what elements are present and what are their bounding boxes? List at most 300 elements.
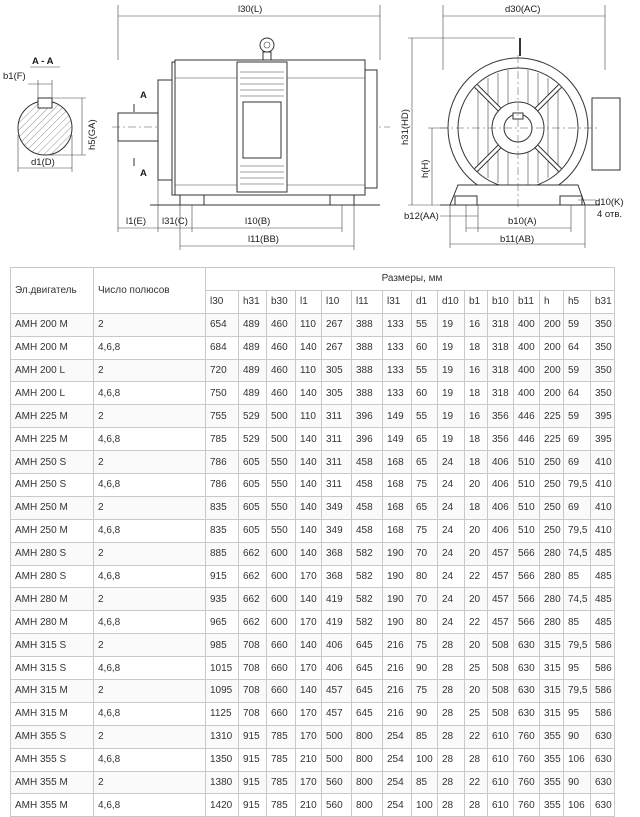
cell-b31: 410 <box>591 474 615 497</box>
cell-b10: 508 <box>488 680 514 703</box>
cell-d10: 28 <box>438 680 465 703</box>
cell-d1: 75 <box>412 474 438 497</box>
cell-b10: 406 <box>488 451 514 474</box>
cell-d1: 55 <box>412 359 438 382</box>
cell-motor: АМН 200 L <box>11 382 94 405</box>
cell-b31: 350 <box>591 359 615 382</box>
cell-l10: 305 <box>322 359 352 382</box>
cell-poles: 4,6,8 <box>94 748 206 771</box>
cell-h31: 915 <box>239 748 267 771</box>
cell-d10: 24 <box>438 451 465 474</box>
cell-l31: 168 <box>383 519 412 542</box>
cell-poles: 4,6,8 <box>94 702 206 725</box>
cell-h5: 79,5 <box>564 634 591 657</box>
cell-h31: 915 <box>239 725 267 748</box>
cell-l11: 800 <box>352 725 383 748</box>
cell-b11: 446 <box>514 405 540 428</box>
column-header-h: h <box>540 290 564 313</box>
cell-motor: АМН 315 М <box>11 680 94 703</box>
cell-d1: 75 <box>412 634 438 657</box>
cell-l30: 755 <box>206 405 239 428</box>
column-header-b1: b1 <box>465 290 488 313</box>
cell-l10: 368 <box>322 542 352 565</box>
table-row <box>11 451 615 474</box>
cell-l1: 140 <box>296 634 322 657</box>
cell-b11: 760 <box>514 748 540 771</box>
cell-l11: 396 <box>352 405 383 428</box>
table-row <box>11 474 615 497</box>
cell-motor: АМН 355 S <box>11 725 94 748</box>
table-row <box>11 611 615 634</box>
column-header-b31: b31 <box>591 290 615 313</box>
cell-b10: 457 <box>488 611 514 634</box>
cell-b31: 485 <box>591 588 615 611</box>
cell-b10: 318 <box>488 313 514 336</box>
cell-l30: 1420 <box>206 794 239 817</box>
cell-h: 315 <box>540 680 564 703</box>
cell-l11: 800 <box>352 748 383 771</box>
cell-l30: 720 <box>206 359 239 382</box>
cell-l10: 311 <box>322 428 352 451</box>
cell-b10: 610 <box>488 794 514 817</box>
cell-l1: 140 <box>296 428 322 451</box>
cell-l10: 500 <box>322 748 352 771</box>
cell-l30: 1095 <box>206 680 239 703</box>
cell-l1: 140 <box>296 496 322 519</box>
cell-b11: 630 <box>514 634 540 657</box>
cell-l11: 388 <box>352 313 383 336</box>
column-header-l1: l1 <box>296 290 322 313</box>
cell-poles: 4,6,8 <box>94 565 206 588</box>
cell-h31: 662 <box>239 611 267 634</box>
cell-h5: 69 <box>564 428 591 451</box>
cell-l10: 311 <box>322 474 352 497</box>
cell-b30: 550 <box>267 451 296 474</box>
cell-b30: 600 <box>267 611 296 634</box>
cell-l30: 785 <box>206 428 239 451</box>
cell-h5: 69 <box>564 451 591 474</box>
cell-motor: АМН 355 М <box>11 771 94 794</box>
cell-b11: 760 <box>514 725 540 748</box>
header-dimensions: Размеры, мм <box>206 268 615 291</box>
cell-h31: 708 <box>239 702 267 725</box>
cell-h31: 708 <box>239 680 267 703</box>
cell-h: 200 <box>540 359 564 382</box>
cell-l10: 560 <box>322 771 352 794</box>
cell-h: 315 <box>540 634 564 657</box>
label-b10: b10(A) <box>508 216 537 227</box>
cell-d1: 60 <box>412 336 438 359</box>
table-row <box>11 794 615 817</box>
cell-l1: 140 <box>296 542 322 565</box>
cell-h5: 59 <box>564 405 591 428</box>
cell-d10: 19 <box>438 428 465 451</box>
cell-h5: 64 <box>564 336 591 359</box>
cell-l31: 168 <box>383 474 412 497</box>
cell-l31: 168 <box>383 451 412 474</box>
cell-b10: 356 <box>488 405 514 428</box>
cell-b10: 406 <box>488 474 514 497</box>
cell-d10: 24 <box>438 474 465 497</box>
cell-b30: 785 <box>267 748 296 771</box>
cell-l31: 190 <box>383 611 412 634</box>
cell-l10: 419 <box>322 611 352 634</box>
cell-b30: 785 <box>267 771 296 794</box>
cell-h31: 489 <box>239 313 267 336</box>
cell-h5: 64 <box>564 382 591 405</box>
cell-b10: 356 <box>488 428 514 451</box>
cell-l31: 216 <box>383 657 412 680</box>
cell-b1: 20 <box>465 474 488 497</box>
cell-b11: 446 <box>514 428 540 451</box>
cell-b10: 457 <box>488 588 514 611</box>
cell-l1: 110 <box>296 405 322 428</box>
cell-d1: 80 <box>412 565 438 588</box>
cell-h31: 662 <box>239 588 267 611</box>
cell-l31: 168 <box>383 496 412 519</box>
cell-b1: 20 <box>465 680 488 703</box>
cell-l31: 149 <box>383 428 412 451</box>
cell-b30: 600 <box>267 588 296 611</box>
cell-d1: 90 <box>412 702 438 725</box>
terminal-box-side <box>592 98 620 170</box>
cell-h: 250 <box>540 474 564 497</box>
cell-b1: 16 <box>465 359 488 382</box>
shaft-section-circle <box>18 101 72 155</box>
cell-b10: 610 <box>488 771 514 794</box>
cell-l11: 582 <box>352 588 383 611</box>
cell-poles: 2 <box>94 725 206 748</box>
cell-b1: 22 <box>465 611 488 634</box>
cell-b31: 485 <box>591 542 615 565</box>
table-row <box>11 382 615 405</box>
cell-poles: 2 <box>94 496 206 519</box>
cell-l1: 170 <box>296 725 322 748</box>
cell-b30: 785 <box>267 794 296 817</box>
cell-b10: 318 <box>488 359 514 382</box>
cell-l10: 419 <box>322 588 352 611</box>
cell-poles: 2 <box>94 588 206 611</box>
cell-b1: 28 <box>465 794 488 817</box>
label-b12: b12(AA) <box>404 211 439 222</box>
cell-b30: 460 <box>267 336 296 359</box>
cell-d1: 80 <box>412 611 438 634</box>
cell-b11: 566 <box>514 611 540 634</box>
cell-b1: 22 <box>465 725 488 748</box>
cell-poles: 2 <box>94 680 206 703</box>
cell-b1: 16 <box>465 313 488 336</box>
cell-l30: 786 <box>206 451 239 474</box>
cell-poles: 4,6,8 <box>94 336 206 359</box>
table-row <box>11 496 615 519</box>
cell-b11: 510 <box>514 496 540 519</box>
cell-l31: 254 <box>383 794 412 817</box>
cell-l30: 654 <box>206 313 239 336</box>
cell-motor: АМН 315 S <box>11 634 94 657</box>
cell-b11: 566 <box>514 565 540 588</box>
cell-l30: 935 <box>206 588 239 611</box>
cell-l31: 216 <box>383 702 412 725</box>
cell-b10: 508 <box>488 657 514 680</box>
cell-b30: 660 <box>267 680 296 703</box>
cell-motor: АМН 355 М <box>11 794 94 817</box>
table-row <box>11 542 615 565</box>
cell-l30: 835 <box>206 496 239 519</box>
cell-b30: 460 <box>267 313 296 336</box>
cell-d10: 19 <box>438 359 465 382</box>
cell-h5: 79,5 <box>564 519 591 542</box>
cell-motor: АМН 250 М <box>11 496 94 519</box>
cell-l30: 985 <box>206 634 239 657</box>
label-d30: d30(AC) <box>505 4 541 15</box>
cell-l1: 110 <box>296 313 322 336</box>
cell-b31: 630 <box>591 748 615 771</box>
cell-h5: 90 <box>564 771 591 794</box>
cell-l30: 1350 <box>206 748 239 771</box>
cell-motor: АМН 280 S <box>11 565 94 588</box>
cell-b31: 410 <box>591 519 615 542</box>
label-holes: 4 отв. <box>597 209 623 220</box>
cell-l11: 645 <box>352 680 383 703</box>
cell-b1: 20 <box>465 588 488 611</box>
cell-d1: 65 <box>412 428 438 451</box>
cell-d10: 19 <box>438 382 465 405</box>
column-header-b11: b11 <box>514 290 540 313</box>
cell-b11: 400 <box>514 313 540 336</box>
cell-l31: 133 <box>383 336 412 359</box>
cell-l1: 110 <box>296 359 322 382</box>
table-row <box>11 428 615 451</box>
cell-d10: 28 <box>438 771 465 794</box>
table-row <box>11 771 615 794</box>
cell-b1: 18 <box>465 496 488 519</box>
cell-h: 355 <box>540 794 564 817</box>
cell-d10: 24 <box>438 611 465 634</box>
cell-b1: 18 <box>465 428 488 451</box>
cell-l10: 311 <box>322 405 352 428</box>
column-header-h31: h31 <box>239 290 267 313</box>
table-row <box>11 588 615 611</box>
cell-b11: 566 <box>514 588 540 611</box>
cell-b1: 20 <box>465 542 488 565</box>
cell-l11: 582 <box>352 565 383 588</box>
cell-l1: 140 <box>296 519 322 542</box>
cell-b1: 28 <box>465 748 488 771</box>
cell-l10: 349 <box>322 519 352 542</box>
cell-b10: 318 <box>488 336 514 359</box>
cell-l1: 170 <box>296 611 322 634</box>
cell-poles: 2 <box>94 313 206 336</box>
cell-b10: 610 <box>488 725 514 748</box>
cell-l11: 458 <box>352 474 383 497</box>
section-marker-top: A <box>140 90 147 101</box>
cell-l1: 210 <box>296 794 322 817</box>
cell-l30: 885 <box>206 542 239 565</box>
cell-h: 280 <box>540 588 564 611</box>
cell-b11: 760 <box>514 771 540 794</box>
cell-h5: 106 <box>564 794 591 817</box>
cell-b10: 318 <box>488 382 514 405</box>
cell-motor: АМН 250 S <box>11 474 94 497</box>
label-b1: b1(F) <box>3 71 26 82</box>
cell-h5: 95 <box>564 702 591 725</box>
column-header-h5: h5 <box>564 290 591 313</box>
cell-b30: 660 <box>267 634 296 657</box>
cell-l30: 1125 <box>206 702 239 725</box>
cell-l10: 305 <box>322 382 352 405</box>
cell-b11: 400 <box>514 336 540 359</box>
cell-motor: АМН 355 S <box>11 748 94 771</box>
cell-motor: АМН 280 М <box>11 611 94 634</box>
cell-b11: 400 <box>514 382 540 405</box>
cell-h: 200 <box>540 382 564 405</box>
label-l10: l10(B) <box>245 216 271 227</box>
cell-b11: 510 <box>514 519 540 542</box>
column-header-l30: l30 <box>206 290 239 313</box>
cell-h5: 79,5 <box>564 680 591 703</box>
cell-h: 200 <box>540 336 564 359</box>
cell-b31: 485 <box>591 611 615 634</box>
column-header-l11: l11 <box>352 290 383 313</box>
cell-l11: 388 <box>352 359 383 382</box>
table-body <box>11 313 615 817</box>
cell-d10: 24 <box>438 519 465 542</box>
cell-h: 280 <box>540 565 564 588</box>
cell-b10: 406 <box>488 496 514 519</box>
cell-l31: 133 <box>383 359 412 382</box>
cell-h31: 662 <box>239 542 267 565</box>
cell-h: 315 <box>540 657 564 680</box>
cell-b1: 25 <box>465 702 488 725</box>
label-b11: b11(AB) <box>500 234 535 245</box>
cell-b30: 785 <box>267 725 296 748</box>
cell-l1: 140 <box>296 588 322 611</box>
cell-l10: 267 <box>322 336 352 359</box>
cell-l11: 582 <box>352 611 383 634</box>
cell-l31: 216 <box>383 634 412 657</box>
cell-l11: 645 <box>352 634 383 657</box>
cell-l10: 406 <box>322 634 352 657</box>
cell-h: 225 <box>540 405 564 428</box>
cell-h31: 605 <box>239 474 267 497</box>
cell-b10: 406 <box>488 519 514 542</box>
cell-h31: 915 <box>239 794 267 817</box>
cell-l10: 406 <box>322 657 352 680</box>
cell-l1: 140 <box>296 474 322 497</box>
cell-b11: 630 <box>514 657 540 680</box>
cell-l31: 149 <box>383 405 412 428</box>
cell-poles: 2 <box>94 359 206 382</box>
eye-bolt <box>260 38 274 52</box>
cell-h31: 708 <box>239 634 267 657</box>
cell-d10: 24 <box>438 496 465 519</box>
cell-b30: 460 <box>267 359 296 382</box>
cell-d1: 90 <box>412 657 438 680</box>
cell-h31: 708 <box>239 657 267 680</box>
cell-l30: 835 <box>206 519 239 542</box>
cell-l11: 458 <box>352 496 383 519</box>
foot-rear <box>330 195 354 205</box>
cell-poles: 2 <box>94 771 206 794</box>
table-row <box>11 634 615 657</box>
cell-b11: 630 <box>514 680 540 703</box>
cell-l10: 311 <box>322 451 352 474</box>
cell-h31: 529 <box>239 428 267 451</box>
keyway <box>38 98 52 108</box>
cell-h31: 605 <box>239 451 267 474</box>
cell-d1: 65 <box>412 451 438 474</box>
cell-l1: 140 <box>296 451 322 474</box>
column-header-b30: b30 <box>267 290 296 313</box>
cell-l31: 216 <box>383 680 412 703</box>
table-row <box>11 725 615 748</box>
cell-b30: 660 <box>267 657 296 680</box>
foot-front <box>180 195 204 205</box>
cell-d10: 28 <box>438 634 465 657</box>
cell-l10: 349 <box>322 496 352 519</box>
cell-l10: 267 <box>322 313 352 336</box>
cell-motor: АМН 200 М <box>11 336 94 359</box>
cell-l11: 388 <box>352 336 383 359</box>
cell-motor: АМН 315 М <box>11 702 94 725</box>
cell-l30: 1310 <box>206 725 239 748</box>
cell-l30: 915 <box>206 565 239 588</box>
column-header-d1: d1 <box>412 290 438 313</box>
cell-h5: 59 <box>564 313 591 336</box>
cell-poles: 4,6,8 <box>94 611 206 634</box>
cell-motor: АМН 225 М <box>11 405 94 428</box>
cell-h31: 489 <box>239 336 267 359</box>
column-header-l31: l31 <box>383 290 412 313</box>
cell-h5: 85 <box>564 565 591 588</box>
cell-b10: 610 <box>488 748 514 771</box>
label-d1: d1(D) <box>31 157 55 168</box>
cell-h: 315 <box>540 702 564 725</box>
cell-d10: 28 <box>438 657 465 680</box>
cell-d10: 19 <box>438 405 465 428</box>
cell-b31: 410 <box>591 451 615 474</box>
cell-poles: 2 <box>94 542 206 565</box>
cell-b1: 18 <box>465 336 488 359</box>
cell-h5: 95 <box>564 657 591 680</box>
cell-h: 250 <box>540 496 564 519</box>
cell-b31: 586 <box>591 657 615 680</box>
column-header-d10: d10 <box>438 290 465 313</box>
cell-d10: 28 <box>438 748 465 771</box>
cell-b31: 586 <box>591 634 615 657</box>
cell-b11: 760 <box>514 794 540 817</box>
cell-b11: 510 <box>514 474 540 497</box>
column-header-l10: l10 <box>322 290 352 313</box>
cell-d1: 55 <box>412 405 438 428</box>
cell-motor: АМН 200 М <box>11 313 94 336</box>
cell-b31: 395 <box>591 428 615 451</box>
motor-front-view <box>400 4 624 248</box>
motor-dimension-drawing <box>0 0 640 258</box>
cell-l10: 457 <box>322 680 352 703</box>
cell-b31: 350 <box>591 313 615 336</box>
cell-poles: 4,6,8 <box>94 794 206 817</box>
table-row <box>11 519 615 542</box>
cell-b11: 630 <box>514 702 540 725</box>
cell-l1: 140 <box>296 680 322 703</box>
cell-l31: 254 <box>383 771 412 794</box>
cell-l10: 368 <box>322 565 352 588</box>
cell-l11: 388 <box>352 382 383 405</box>
table-row <box>11 680 615 703</box>
cell-d10: 28 <box>438 702 465 725</box>
cell-l30: 1015 <box>206 657 239 680</box>
